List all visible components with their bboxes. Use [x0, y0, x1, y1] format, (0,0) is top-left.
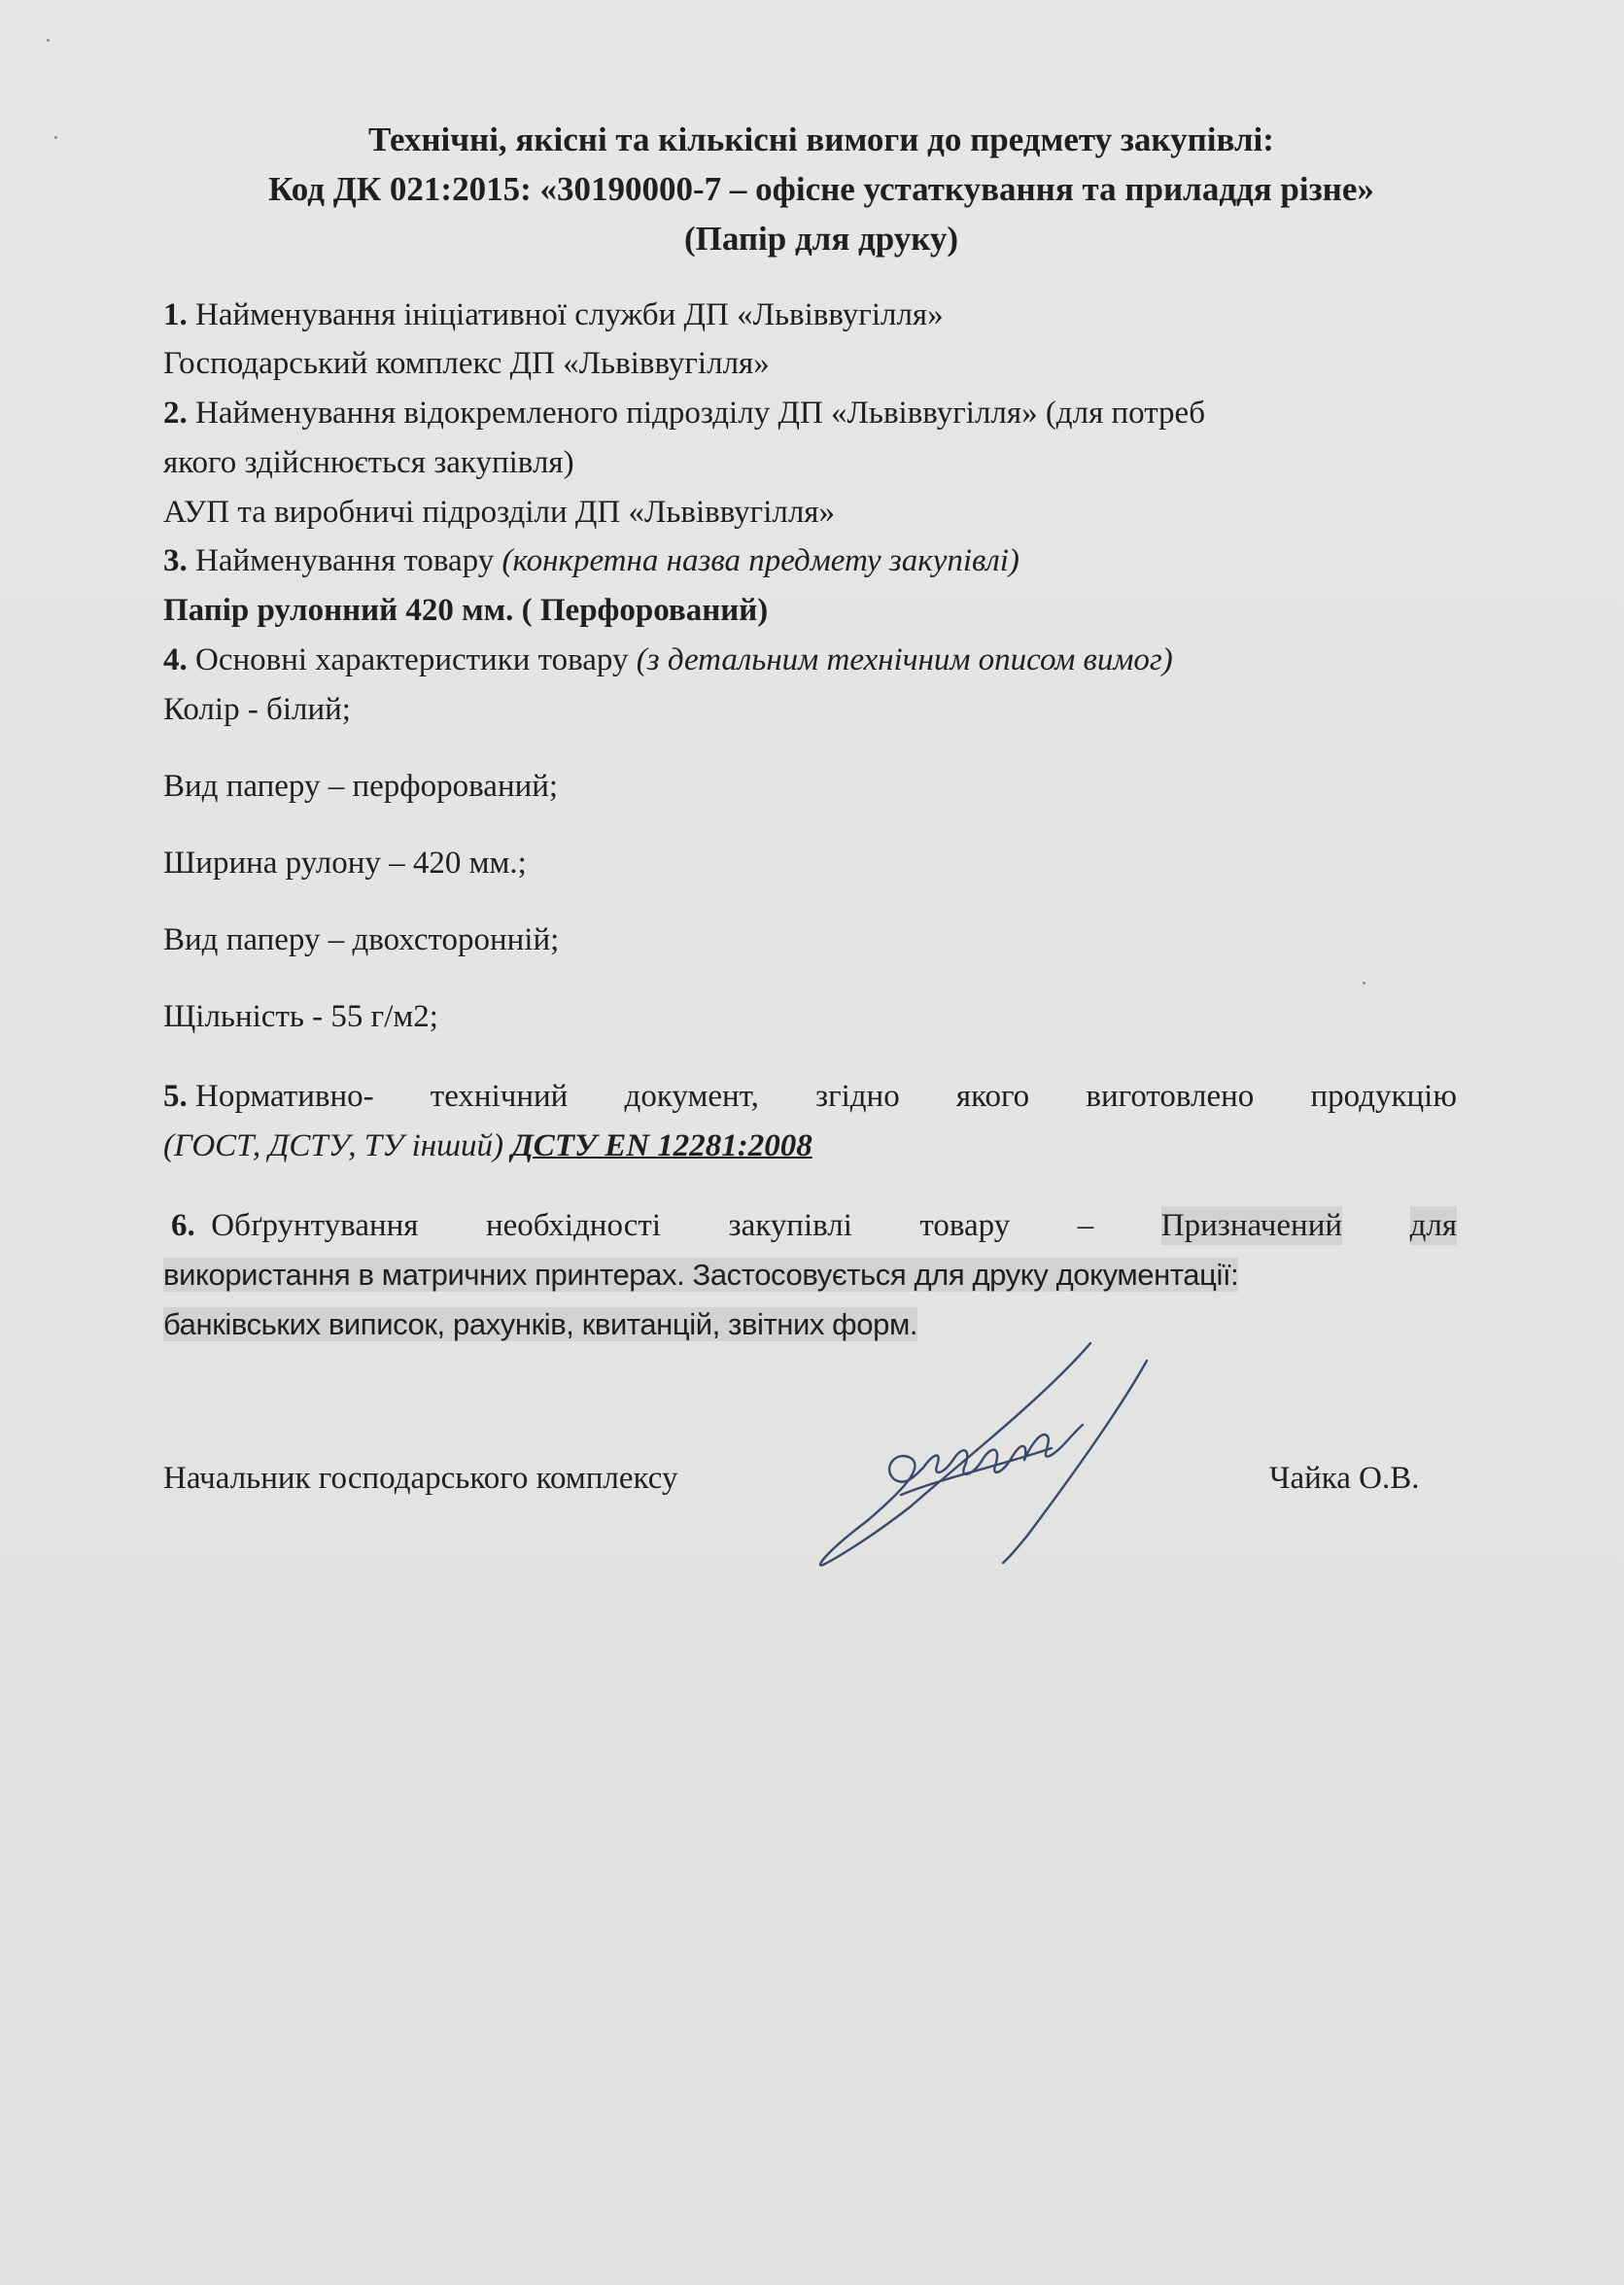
scan-speck [1363, 982, 1365, 985]
section-hint: (з детальним технічним описом вимог) [636, 642, 1173, 677]
section-6-heading [171, 1206, 1457, 1245]
spec-item: Щільність - 55 г/м2; [163, 999, 438, 1034]
section-4-heading [163, 640, 1173, 679]
section-6-word: закупівлі [728, 1208, 852, 1243]
section-6-first-word: Обґрунтування [211, 1208, 419, 1243]
section-label: Найменування відокремленого підрозділу ДП «Львіввугілля» (для потреб [187, 396, 1205, 431]
section-5-word: продукцію [1310, 1079, 1457, 1114]
section-3-heading [163, 541, 1019, 580]
spec-item: Вид паперу – перфорований; [163, 769, 559, 804]
section-5-heading [163, 1077, 1457, 1116]
section-6-word: – [1077, 1208, 1094, 1243]
section-5-first-word: Нормативно- [195, 1079, 374, 1114]
section-label: Найменування ініціативної служби ДП «Львіввугілля» [187, 297, 944, 332]
section-hint: (конкретна назва предмету закупівлі) [501, 543, 1019, 578]
section-number: 4. [163, 642, 188, 677]
section-5-word: документ, [624, 1079, 759, 1114]
section-number: 1. [163, 297, 188, 332]
section-1-value: Господарський комплекс ДП «Львіввугілля» [163, 346, 770, 381]
title-line-2: Код ДК 021:2015: «30190000-7 – офісне устаткування та приладдя різне» [268, 170, 1374, 208]
section-2-heading-continued: якого здійснюється закупівля) [163, 445, 574, 480]
section-6-text: використання в матричних принтерах. Застосовується для друку документації: [163, 1258, 1239, 1292]
document-title [126, 115, 1516, 263]
section-2-heading [163, 394, 1205, 433]
signatory-name: Чайка О.В. [1269, 1461, 1420, 1496]
section-5-word: технічний [430, 1079, 569, 1114]
section-number: 3. [163, 543, 188, 578]
spec-item: Колір - білий; [163, 692, 351, 727]
section-label: Основні характеристики товару [187, 642, 637, 677]
section-6-text: банківських виписок, рахунків, квитанцій, звітних форм. [163, 1307, 918, 1341]
section-6-line-2 [163, 1256, 1238, 1295]
section-2-value: АУП та виробничі підрозділи ДП «Львіввугілля» [163, 495, 835, 530]
product-name: Папір рулонний 420 мм. ( Перфорований) [163, 593, 769, 628]
section-6-word: необхідності [485, 1208, 662, 1243]
section-5-word: згідно [815, 1079, 900, 1114]
title-line-1: Технічні, якісні та кількісні вимоги до предмету закупівлі: [368, 121, 1274, 158]
standard-reference: ДСТУ EN 12281:2008 [511, 1128, 812, 1163]
section-number: 5. [163, 1079, 188, 1114]
section-5-word [163, 1077, 374, 1116]
section-5-standard-line [163, 1126, 812, 1165]
section-1-heading [163, 295, 944, 334]
spec-item: Ширина рулону – 420 мм.; [163, 846, 527, 881]
section-hint: (ГОСТ, ДСТУ, ТУ інший) [163, 1128, 512, 1163]
title-line-3: (Папір для друку) [683, 220, 959, 258]
scan-speck [47, 39, 50, 42]
section-6-word: Призначений [1160, 1208, 1343, 1243]
section-6-word: для [1409, 1208, 1457, 1243]
section-5-word: якого [955, 1079, 1030, 1114]
signatory-position: Начальник господарського комплексу [163, 1461, 678, 1496]
scan-speck [54, 136, 57, 139]
section-label: Найменування товару [187, 543, 502, 578]
section-5-word: виготовлено [1086, 1079, 1255, 1114]
spec-item: Вид паперу – двохсторонній; [163, 922, 560, 957]
section-6-word: товару [919, 1208, 1011, 1243]
section-number: 2. [163, 396, 188, 431]
section-6-word [171, 1206, 418, 1245]
handwritten-signature [809, 1332, 1246, 1594]
section-6-line-3 [163, 1305, 917, 1344]
section-number: 6. [171, 1208, 195, 1243]
